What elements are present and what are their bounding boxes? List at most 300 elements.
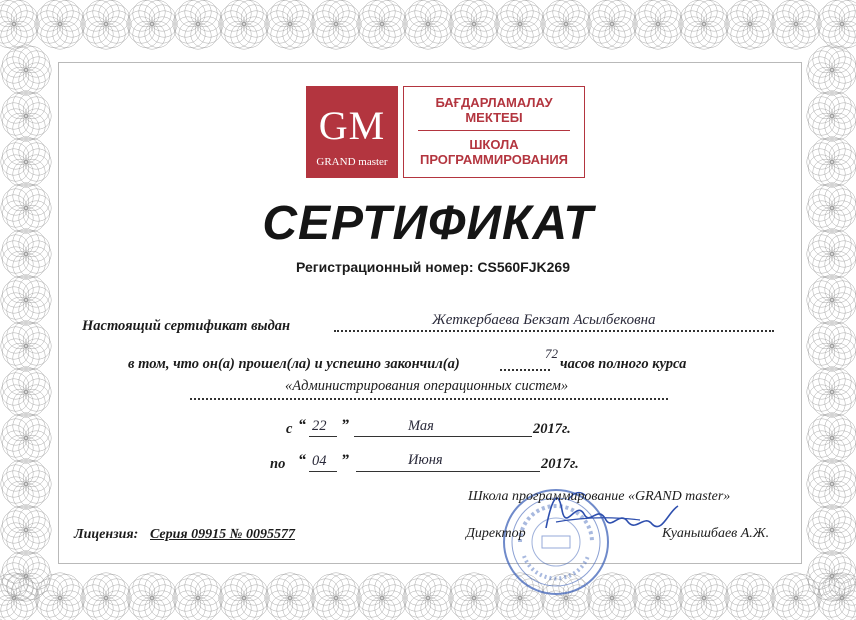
guilloche-petal [13,345,39,371]
guilloche-petal [701,17,727,43]
guilloche-petal [747,5,773,31]
guilloche-petal [404,579,430,605]
guilloche-rosette [311,573,361,620]
guilloche-petal [819,483,845,509]
guilloche-petal [731,574,757,600]
guilloche-petal [81,585,107,611]
guilloche-petal [23,327,49,353]
guilloche-petal [605,0,631,26]
guilloche-rosette [357,0,407,49]
guilloche-rosette [1,91,51,141]
guilloche-petal [772,579,798,605]
guilloche-petal [23,143,49,169]
guilloche-petal [747,591,773,617]
guilloche-petal [7,138,33,164]
guilloche-petal [808,385,834,411]
guilloche-petal [82,5,108,31]
guilloche-petal [357,11,383,37]
guilloche-petal [185,573,211,599]
guilloche-petal [23,477,49,503]
guilloche-petal [731,0,757,26]
guilloche-petal [13,367,39,393]
guilloche-petal [657,11,683,37]
guilloche-petal [496,5,522,31]
guilloche-petal [13,11,39,37]
from-month: Мая [408,418,434,434]
guilloche-petal [829,155,855,181]
guilloche-petal [639,21,665,47]
recipient-dotted-line [334,330,774,332]
guilloche-rosette [817,573,856,620]
school-logo [306,86,586,178]
guilloche-petal [808,63,834,89]
guilloche-petal [609,579,635,605]
guilloche-petal [47,23,73,49]
guilloche-petal [777,0,803,26]
guilloche-petal [19,552,45,578]
guilloche-petal [19,322,45,348]
guilloche-petal [19,481,45,507]
guilloche-petal [655,5,681,31]
from-day-underline [309,436,337,437]
guilloche-petal [725,585,751,611]
guilloche-petal [237,21,263,47]
guilloche-rosette [1,505,51,555]
guilloche-rosette [633,573,683,620]
guilloche-petal [19,414,45,440]
guilloche-petal [725,11,751,37]
guilloche-petal [829,557,855,583]
guilloche-petal [2,143,28,169]
guilloche-petal [99,574,125,600]
guilloche-petal [455,0,481,26]
guilloche-petal [7,481,33,507]
guilloche-petal [771,11,797,37]
guilloche-petal [829,143,855,169]
guilloche-petal [13,91,39,117]
guilloche-petal [829,97,855,123]
guilloche-petal [808,339,834,365]
to-close-quote: ” [341,452,349,469]
guilloche-petal [559,21,585,47]
guilloche-petal [651,574,677,600]
guilloche-petal [7,435,33,461]
guilloche-petal [467,0,493,26]
guilloche-petal [829,23,855,49]
guilloche-petal [747,17,773,43]
guilloche-petal [317,0,343,26]
guilloche-petal [82,591,108,617]
guilloche-petal [404,591,430,617]
guilloche-petal [289,585,315,611]
guilloche-petal [783,573,809,599]
guilloche-petal [13,299,39,325]
guilloche-petal [517,17,543,43]
guilloche-petal [195,591,221,617]
guilloche-petal [415,0,441,25]
guilloche-petal [23,281,49,307]
guilloche-rosette [807,275,856,325]
guilloche-petal [19,138,45,164]
guilloche-petal [726,5,752,31]
guilloche-petal [333,579,359,605]
guilloche-petal [19,67,45,93]
guilloche-petal [777,574,803,600]
guilloche-petal [289,11,315,37]
guilloche-rosette [725,0,775,49]
guilloche-petal [7,276,33,302]
guilloche-petal [541,11,567,37]
guilloche-petal [99,21,125,47]
guilloche-petal [553,0,579,25]
guilloche-petal [825,297,851,323]
guilloche-petal [311,11,337,37]
guilloche-petal [813,573,839,599]
guilloche-petal [358,17,384,43]
hours-value: 72 [545,346,558,361]
guilloche-petal [639,574,665,600]
guilloche-petal [808,569,834,595]
guilloche-petal [793,579,819,605]
guilloche-petal [703,585,729,611]
guilloche-petal [287,591,313,617]
guilloche-petal [825,343,851,369]
guilloche-petal [813,552,839,578]
guilloche-petal [679,585,705,611]
guilloche-petal [1,57,27,83]
guilloche-petal [807,287,833,313]
guilloche-petal [2,339,28,365]
logo-russian-name [404,137,584,167]
guilloche-petal [23,339,49,365]
guilloche-petal [685,21,711,47]
guilloche-petal [225,0,251,26]
guilloche-petal [813,138,839,164]
guilloche-petal [381,11,407,37]
guilloche-rosette [1,459,51,509]
guilloche-petal [241,591,267,617]
logo-russian-line2: ПРОГРАММИРОВАНИЯ [419,152,569,167]
guilloche-petal [7,159,33,185]
guilloche-petal [128,579,154,605]
guilloche-petal [13,321,39,347]
guilloche-rosette [817,0,856,49]
guilloche-petal [13,45,39,71]
guilloche-petal [266,591,292,617]
guilloche-petal [807,333,833,359]
guilloche-petal [220,5,246,31]
guilloche-petal [645,573,671,599]
guilloche-petal [57,17,83,43]
logo-kazakh-line1: БАҒДАРЛАМАЛАУ [435,95,553,110]
guilloche-petal [726,591,752,617]
guilloche-petal [813,46,839,72]
guilloche-petal [23,523,49,549]
guilloche-petal [225,21,251,47]
guilloche-petal [7,343,33,369]
guilloche-petal [513,0,539,26]
guilloche-petal [609,591,635,617]
guilloche-petal [783,23,809,49]
guilloche-petal [553,23,579,49]
hours-dotted-line [500,369,550,371]
guilloche-petal [829,327,855,353]
guilloche-rosette [587,0,637,49]
guilloche-rosette [127,573,177,620]
guilloche-petal [219,585,245,611]
guilloche-petal [369,23,395,49]
guilloche-petal [369,573,395,599]
guilloche-petal [813,527,839,553]
guilloche-petal [128,5,154,31]
guilloche-petal [813,389,839,415]
guilloche-petal [265,11,291,37]
guilloche-petal [7,0,33,26]
guilloche-petal [363,21,389,47]
guilloche-rosette [173,573,223,620]
guilloche-petal [471,5,497,31]
guilloche-petal [697,0,723,26]
guilloche-petal [825,506,851,532]
guilloche-petal [2,419,28,445]
guilloche-petal [220,579,246,605]
guilloche-petal [317,574,343,600]
guilloche-petal [425,579,451,605]
guilloche-petal [174,591,200,617]
guilloche-petal [425,17,451,43]
guilloche-petal [680,579,706,605]
guilloche-petal [23,293,49,319]
guilloche-petal [139,573,165,599]
recipient-name: Жеткербаева Бекзат Асылбековна [432,312,656,328]
guilloche-petal [7,460,33,486]
guilloche-petal [807,517,833,543]
guilloche-petal [13,413,39,439]
guilloche-petal [808,431,834,457]
guilloche-petal [335,585,361,611]
guilloche-petal [588,17,614,43]
guilloche-petal [565,11,591,37]
guilloche-petal [41,21,67,47]
guilloche-petal [726,17,752,43]
guilloche-petal [771,585,797,611]
guilloche-petal [819,137,845,163]
guilloche-petal [655,591,681,617]
guilloche-petal [819,459,845,485]
guilloche-petal [231,23,257,49]
guilloche-petal [467,574,493,600]
guilloche-petal [593,0,619,26]
guilloche-petal [813,159,839,185]
guilloche-petal [312,17,338,43]
guilloche-petal [829,465,855,491]
guilloche-petal [271,21,297,47]
guilloche-petal [657,585,683,611]
guilloche-petal [2,327,28,353]
guilloche-petal [829,281,855,307]
guilloche-petal [277,23,303,49]
guilloche-petal [793,17,819,43]
guilloche-petal [82,579,108,605]
guilloche-petal [329,574,355,600]
guilloche-petal [47,0,73,25]
hours-suffix: часов полного курса [560,356,687,372]
guilloche-petal [807,471,833,497]
guilloche-petal [645,23,671,49]
guilloche-petal [813,113,839,139]
guilloche-petal [449,11,475,37]
guilloche-rosette [1,413,51,463]
guilloche-petal [517,5,543,31]
guilloche-petal [128,17,154,43]
guilloche-petal [13,391,39,417]
guilloche-petal [312,5,338,31]
guilloche-petal [23,557,49,583]
guilloche-petal [829,63,855,89]
certificate-title: СЕРТИФИКАТ [262,197,594,250]
guilloche-petal [277,0,303,25]
guilloche-petal [287,17,313,43]
guilloche-petal [7,506,33,532]
guilloche-petal [7,113,33,139]
guilloche-petal [7,322,33,348]
guilloche-petal [25,149,51,175]
guilloche-petal [825,435,851,461]
guilloche-petal [825,322,851,348]
guilloche-petal [151,11,177,37]
guilloche-petal [358,591,384,617]
school-name: Школа программирование «GRAND master» [468,489,731,504]
guilloche-petal [473,585,499,611]
license-label: Лицензия: [74,527,139,542]
guilloche-petal [185,23,211,49]
guilloche-petal [421,0,447,26]
guilloche-petal [335,11,361,37]
guilloche-petal [808,511,834,537]
guilloche-petal [421,21,447,47]
guilloche-petal [783,0,809,25]
guilloche-rosette [219,0,269,49]
guilloche-petal [634,5,660,31]
guilloche-petal [513,21,539,47]
guilloche-petal [149,5,175,31]
guilloche-petal [139,0,165,25]
logo-kazakh-line2: МЕКТЕБІ [465,110,523,125]
guilloche-petal [633,585,659,611]
guilloche-petal [103,579,129,605]
from-prefix: с [286,421,293,437]
guilloche-petal [133,574,159,600]
guilloche-rosette [35,573,85,620]
guilloche-petal [808,465,834,491]
guilloche-petal [819,551,845,577]
guilloche-petal [19,297,45,323]
guilloche-petal [701,5,727,31]
guilloche-petal [23,51,49,77]
guilloche-petal [23,109,49,135]
guilloche-petal [333,5,359,31]
guilloche-petal [103,17,129,43]
guilloche-petal [311,585,337,611]
guilloche-petal [363,0,389,26]
guilloche-petal [381,585,407,611]
guilloche-petal [53,0,79,26]
guilloche-petal [191,21,217,47]
guilloche-petal [1,287,27,313]
guilloche-petal [789,0,815,26]
guilloche-petal [599,23,625,49]
guilloche-petal [415,573,441,599]
guilloche-petal [808,477,834,503]
guilloche-rosette [265,0,315,49]
guilloche-petal [271,0,297,26]
guilloche-petal [808,143,834,169]
guilloche-petal [819,69,845,95]
guilloche-petal [151,585,177,611]
guilloche-petal [19,92,45,118]
guilloche-petal [23,97,49,123]
guilloche-petal [25,103,51,129]
guilloche-petal [461,573,487,599]
from-open-quote: “ [298,417,306,434]
guilloche-petal [461,23,487,49]
guilloche-petal [2,385,28,411]
guilloche-petal [174,579,200,605]
guilloche-petal [87,574,113,600]
guilloche-petal [312,591,338,617]
guilloche-petal [266,5,292,31]
director-label: Директор [466,526,526,541]
guilloche-petal [1,0,27,25]
guilloche-petal [701,579,727,605]
guilloche-petal [317,21,343,47]
guilloche-petal [2,431,28,457]
guilloche-petal [819,91,845,117]
guilloche-petal [277,573,303,599]
guilloche-petal [323,573,349,599]
guilloche-petal [825,92,851,118]
guilloche-petal [133,21,159,47]
guilloche-petal [825,138,851,164]
guilloche-petal [633,11,659,37]
guilloche-petal [829,419,855,445]
guilloche-petal [563,17,589,43]
guilloche-petal [220,17,246,43]
guilloche-petal [266,17,292,43]
guilloche-petal [13,437,39,463]
guilloche-petal [323,23,349,49]
guilloche-petal [379,17,405,43]
guilloche-petal [57,579,83,605]
guilloche-petal [813,481,839,507]
guilloche-petal [1,471,27,497]
guilloche-petal [13,459,39,485]
guilloche-petal [57,591,83,617]
guilloche-petal [47,573,73,599]
guilloche-petal [587,11,613,37]
guilloche-petal [685,574,711,600]
guilloche-petal [87,21,113,47]
guilloche-petal [819,275,845,301]
guilloche-petal [149,17,175,43]
guilloche-petal [829,339,855,365]
guilloche-petal [93,0,119,25]
guilloche-petal [81,11,107,37]
guilloche-petal [23,63,49,89]
guilloche-petal [409,0,435,26]
guilloche-petal [507,0,533,25]
guilloche-petal [593,21,619,47]
